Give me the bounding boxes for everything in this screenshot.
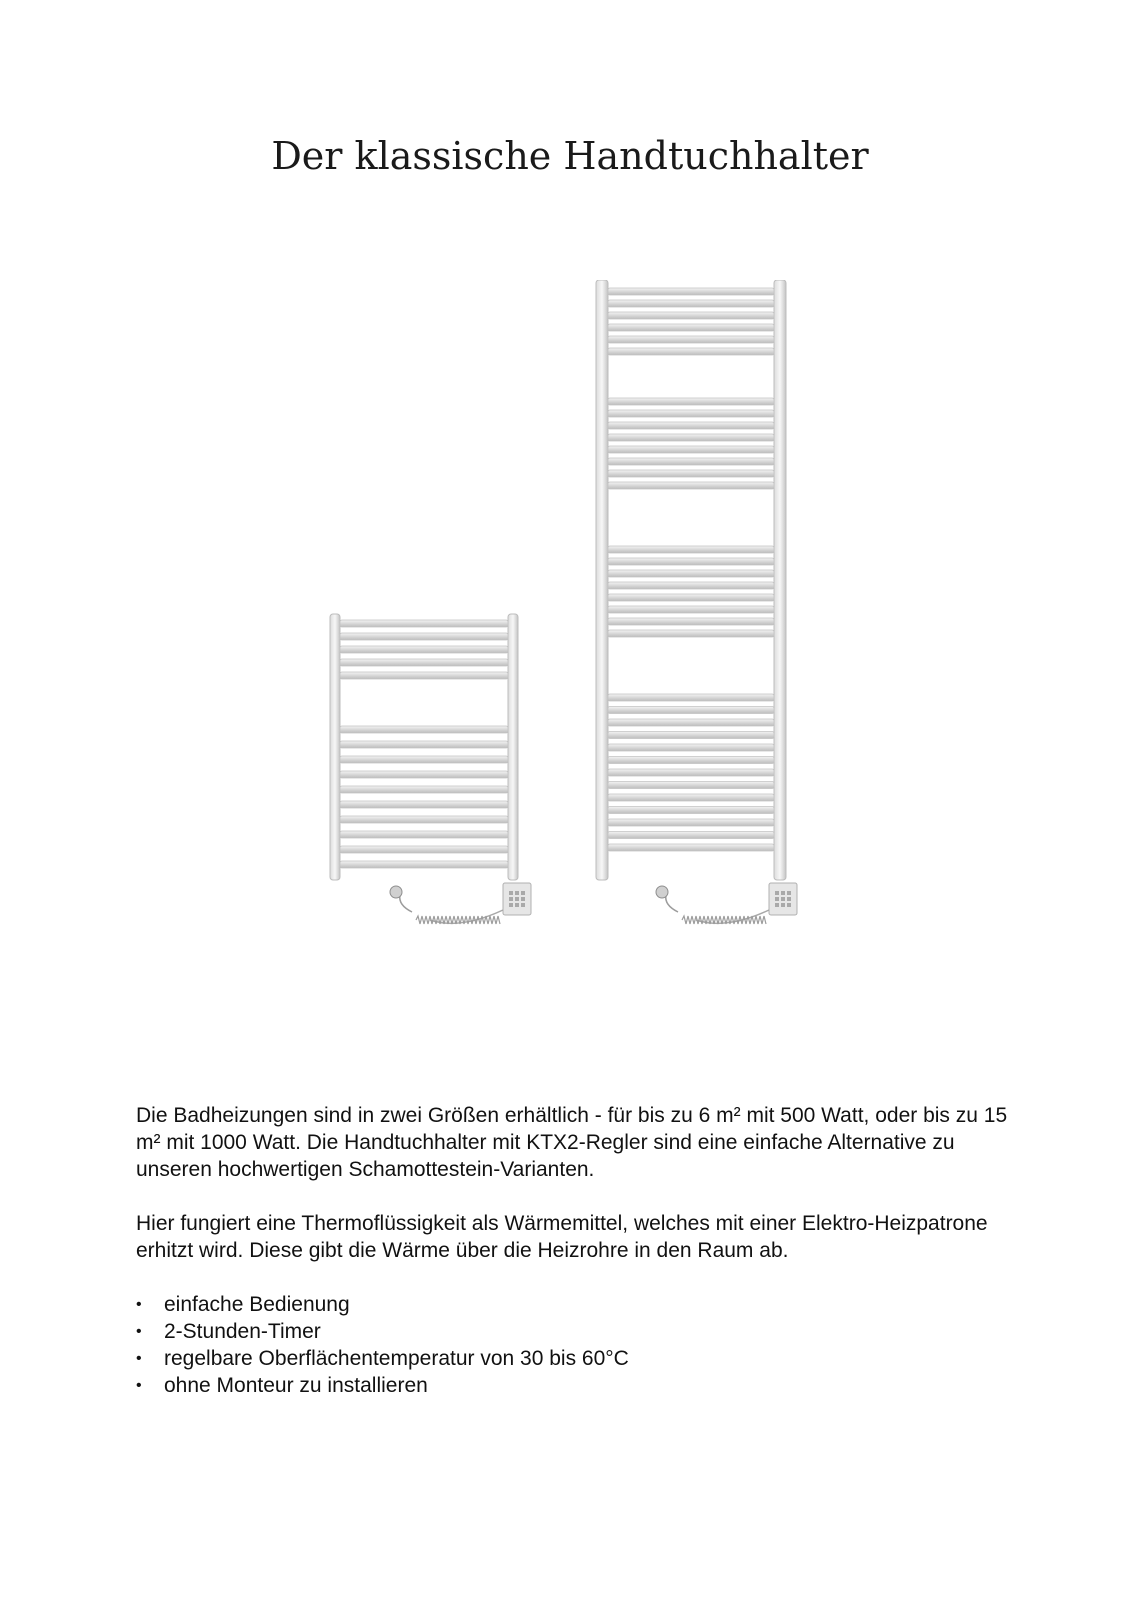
control-button-icon [781, 903, 785, 907]
control-button-icon [787, 903, 791, 907]
large-radiator-rail [608, 410, 774, 417]
large-radiator-rail [608, 422, 774, 429]
feature-list-item [136, 1291, 1016, 1318]
large-radiator-rail [608, 618, 774, 625]
small-radiator-rail [340, 831, 508, 838]
large-radiator-rail [608, 470, 774, 477]
feature-text: ohne Monteur zu installieren [164, 1374, 428, 1397]
large-radiator-rail [608, 434, 774, 441]
large-radiator-rail [608, 458, 774, 465]
large-radiator-plug [656, 886, 668, 898]
paragraph-function: Hier fungiert eine Thermoflüssigkeit als Wärmemittel, welches mit einer Elektro-Heizpatrone erhitzt wird. Diese gibt die Wärme über die Heizrohre in den Raum ab. [136, 1212, 988, 1262]
large-radiator-rail [608, 446, 774, 453]
large-radiator-rail [608, 832, 774, 839]
small-radiator-rail [340, 659, 508, 666]
small-radiator-rail [340, 646, 508, 653]
large-radiator-rail [608, 336, 774, 343]
small-radiator-rail [340, 771, 508, 778]
large-radiator-rail [608, 348, 774, 355]
bullet-icon: • [136, 1377, 142, 1394]
small-radiator-rail [340, 633, 508, 640]
large-radiator-left-post [596, 280, 608, 880]
large-radiator-rail [608, 582, 774, 589]
feature-text: 2-Stunden-Timer [164, 1320, 321, 1343]
small-radiator-right-post [508, 614, 518, 880]
large-radiator-rail [608, 807, 774, 814]
large-radiator-rail [608, 844, 774, 851]
large-radiator-rail [608, 630, 774, 637]
feature-list-item [136, 1318, 1016, 1345]
control-button-icon [515, 897, 519, 901]
large-radiator-rail [608, 324, 774, 331]
small-radiator-rail [340, 741, 508, 748]
small-radiator-rail [340, 801, 508, 808]
bullet-icon: • [136, 1350, 142, 1367]
small-radiator-rail [340, 726, 508, 733]
large-radiator-rail [608, 694, 774, 701]
large-radiator-rail [608, 312, 774, 319]
small-radiator-rail [340, 861, 508, 868]
control-button-icon [787, 897, 791, 901]
large-radiator-rail [608, 707, 774, 714]
control-button-icon [509, 891, 513, 895]
control-button-icon [775, 891, 779, 895]
small-radiator-left-post [330, 614, 340, 880]
control-button-icon [775, 903, 779, 907]
control-button-icon [775, 897, 779, 901]
large-radiator-rail [608, 570, 774, 577]
large-radiator-rail [608, 744, 774, 751]
small-radiator-rail [340, 786, 508, 793]
small-radiator-rail [340, 756, 508, 763]
large-radiator [596, 280, 797, 924]
large-radiator-rail [608, 782, 774, 789]
small-radiator [330, 614, 531, 924]
large-radiator-rail [608, 288, 774, 295]
small-radiator-rail [340, 620, 508, 627]
large-radiator-rail [608, 398, 774, 405]
control-button-icon [509, 903, 513, 907]
control-button-icon [515, 891, 519, 895]
large-radiator-rails [608, 288, 774, 851]
small-radiator-rail [340, 846, 508, 853]
small-radiator-plug [390, 886, 402, 898]
towel-radiators-image [320, 280, 840, 960]
control-button-icon [515, 903, 519, 907]
towel-radiators-drawing [320, 280, 840, 960]
large-radiator-right-post [774, 280, 786, 880]
large-radiator-rail [608, 546, 774, 553]
small-radiator-rails [340, 620, 508, 868]
small-radiator-plug-cable [400, 895, 412, 912]
feature-list [136, 1291, 1016, 1399]
large-radiator-rail [608, 757, 774, 764]
large-radiator-rail [608, 558, 774, 565]
large-radiator-plug-cable [666, 895, 678, 912]
bullet-icon: • [136, 1296, 142, 1313]
control-button-icon [521, 897, 525, 901]
large-radiator-rail [608, 606, 774, 613]
small-radiator-rail [340, 672, 508, 679]
large-radiator-rail [608, 769, 774, 776]
control-button-icon [521, 903, 525, 907]
bullet-icon: • [136, 1323, 142, 1340]
large-radiator-rail [608, 594, 774, 601]
small-radiator-control-grid [509, 891, 525, 907]
feature-text: regelbare Oberflächentemperatur von 30 bis 60°C [164, 1347, 629, 1370]
feature-list-item [136, 1345, 1016, 1372]
control-button-icon [781, 891, 785, 895]
small-radiator-rail [340, 816, 508, 823]
large-radiator-rail [608, 482, 774, 489]
body-text [136, 1102, 1016, 1399]
control-button-icon [521, 891, 525, 895]
feature-list-item [136, 1372, 1016, 1399]
large-radiator-rail [608, 819, 774, 826]
control-button-icon [781, 897, 785, 901]
large-radiator-rail [608, 794, 774, 801]
page-title: Der klassische Handtuchhalter [271, 134, 869, 178]
control-button-icon [509, 897, 513, 901]
large-radiator-control-grid [775, 891, 791, 907]
large-radiator-rail [608, 719, 774, 726]
feature-text: einfache Bedienung [164, 1293, 350, 1316]
control-button-icon [787, 891, 791, 895]
large-radiator-rail [608, 300, 774, 307]
large-radiator-rail [608, 732, 774, 739]
paragraph-sizes: Die Badheizungen sind in zwei Größen erhältlich - für bis zu 6 m² mit 500 Watt, oder bis zu 15 m² mit 1000 Watt. Die Handtuchhalter mit KTX2-Regler sind eine einfache Alternative zu unseren hochwertigen Schamottestein-Varianten. [136, 1104, 1008, 1181]
